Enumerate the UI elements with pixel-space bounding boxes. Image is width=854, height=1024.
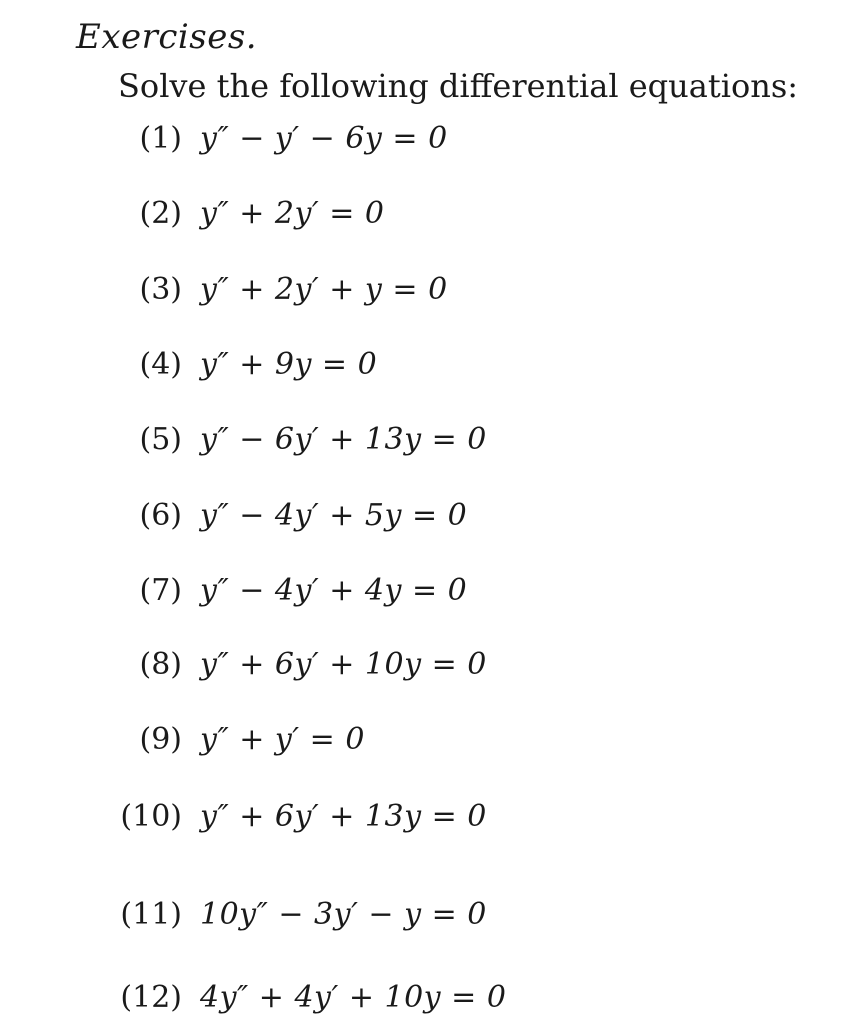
exercise-item bbox=[0, 420, 487, 460]
exercise-equation: y″ + 9y = 0 bbox=[200, 347, 378, 382]
exercise-number: (2) bbox=[139, 196, 182, 231]
exercise-equation: y″ − 4y′ + 5y = 0 bbox=[200, 498, 468, 533]
exercise-number: (11) bbox=[120, 897, 182, 932]
exercise-number: (10) bbox=[120, 799, 182, 834]
exercise-equation: 4y″ + 4y′ + 10y = 0 bbox=[200, 980, 507, 1015]
exercise-item bbox=[0, 345, 377, 385]
exercise-item bbox=[0, 194, 385, 234]
exercise-item bbox=[0, 119, 448, 159]
exercise-number: (9) bbox=[139, 722, 182, 757]
exercise-number: (7) bbox=[139, 573, 182, 608]
exercise-number: (3) bbox=[139, 272, 182, 307]
exercise-item bbox=[0, 645, 487, 685]
exercise-item bbox=[0, 978, 506, 1018]
exercise-item bbox=[0, 895, 487, 935]
exercise-equation: y″ + 6y′ + 10y = 0 bbox=[200, 647, 487, 682]
exercise-item bbox=[0, 797, 487, 837]
exercise-equation: y″ + y′ = 0 bbox=[200, 722, 365, 757]
exercise-equation: y″ + 2y′ + y = 0 bbox=[200, 272, 448, 307]
section-heading: Exercises. bbox=[76, 17, 258, 57]
exercise-item bbox=[0, 571, 467, 611]
exercise-equation: y″ − 6y′ + 13y = 0 bbox=[200, 422, 487, 457]
exercise-item bbox=[0, 270, 448, 310]
exercise-equation: y″ + 2y′ = 0 bbox=[200, 196, 385, 231]
exercise-equation: 10y″ − 3y′ − y = 0 bbox=[200, 897, 487, 932]
exercise-item bbox=[0, 496, 467, 536]
exercise-equation: y″ − y′ − 6y = 0 bbox=[200, 121, 448, 156]
exercise-number: (12) bbox=[120, 980, 182, 1015]
exercise-equation: y″ − 4y′ + 4y = 0 bbox=[200, 573, 468, 608]
instructions-text: Solve the following differential equations: bbox=[118, 67, 799, 105]
exercise-number: (6) bbox=[139, 498, 182, 533]
exercise-number: (8) bbox=[139, 647, 182, 682]
exercise-item bbox=[0, 720, 365, 760]
exercise-number: (5) bbox=[139, 422, 182, 457]
exercise-number: (1) bbox=[139, 121, 182, 156]
exercise-equation: y″ + 6y′ + 13y = 0 bbox=[200, 799, 487, 834]
exercise-number: (4) bbox=[139, 347, 182, 382]
